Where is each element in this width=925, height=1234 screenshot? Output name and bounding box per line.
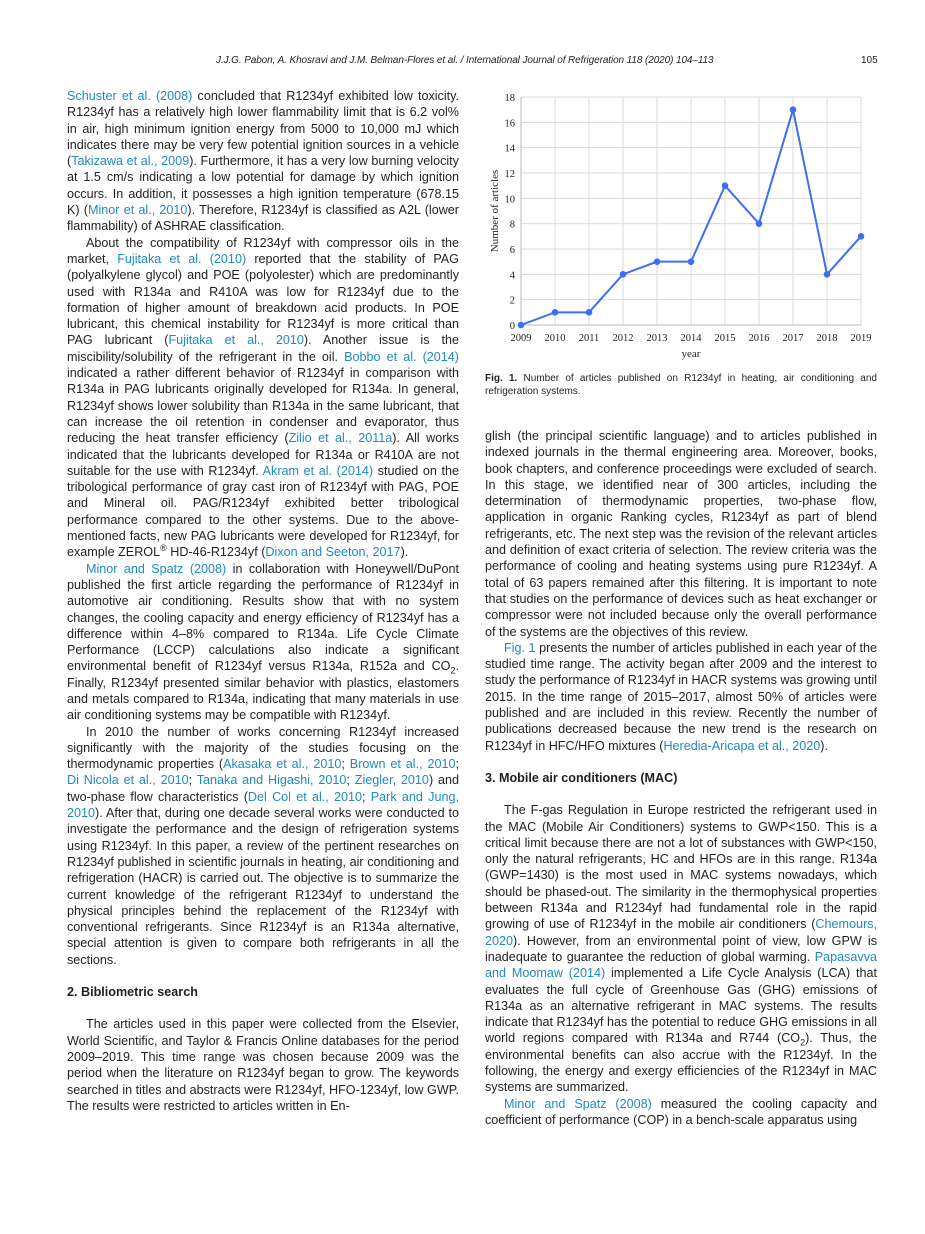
x-tick-label: 2009 bbox=[510, 333, 532, 344]
y-tick-label: 0 bbox=[509, 321, 515, 332]
citation-link[interactable]: Fig. 1 bbox=[504, 640, 536, 655]
data-point bbox=[722, 182, 729, 189]
y-tick-label: 12 bbox=[504, 169, 515, 180]
citation-link[interactable]: Di Nicola et al., 2010 bbox=[67, 773, 189, 788]
text-run: in collaboration with Honeywell/DuPont published the first article regarding the performance of R1234yf in automotive air conditioning. Results show that with no system changes, the cooling capacity and energy efficiency of R1234yf has a difference within 4–8% compared to R134a. Life Cycle Climate Performance (LCCP) calculations also indicate a significant environmental benefit of R1234yf versus R134a, R152a and CO bbox=[67, 561, 460, 674]
superscript: ® bbox=[160, 543, 167, 554]
figure-caption bbox=[485, 372, 877, 398]
data-point bbox=[620, 271, 627, 278]
text-run: presents the number of articles published in each year of the studied time range. The activity began after 2009 and the interest to study the performance of R1234yf in HACR systems was growing until 2015. In the time range of 2015–2017, almost 50% of articles were published and are included in this review. Recently the number of publications decreased because the new trend is the research on R1234yf in HFC/HFO mixtures ( bbox=[485, 640, 877, 753]
x-tick-label: 2010 bbox=[544, 333, 566, 344]
figure-1-chart bbox=[480, 85, 880, 405]
text-run: The F-gas Regulation in Europe restricted the refrigerant used in the MAC (Mobile Air Conditioners) systems to GWP<150. This is a critical limit because there are not a lot of substances with GWP<150, only the natural refrigerants, HC and HFOs are in this range. R134a (GWP=1430) is the most used in MAC systems nowadays, which should be phased-out. The similarity in the thermophysical properties between R134a and R1234yf had fundamental role in the rapid growing of use of R1234yf in the mobile air conditioners ( bbox=[485, 803, 877, 932]
citation-link[interactable]: Dixon and Seeton, 2017 bbox=[265, 545, 401, 560]
data-point bbox=[552, 309, 559, 316]
text-run: ). All works indicated that the lubricants developed for R134a or R410A are not suitable for the use with R1234yf. bbox=[67, 431, 459, 478]
data-point bbox=[586, 309, 593, 316]
citation-link[interactable]: Tanaka and Higashi, 2010 bbox=[196, 773, 347, 788]
text-run: HD-46-R1234yf ( bbox=[166, 545, 266, 560]
text-run: measured the cooling capacity and coefficient of performance (COP) in a bench-scale apparatus using bbox=[485, 1096, 878, 1127]
paragraph bbox=[485, 428, 877, 640]
text-run: reported that the stability of PAG (polyalkylene glycol) and POE (polyolester) which are predominantly used with R134a and R410A was low for R1234yf due to the formation of higher amount of breakdown acid products. In POE lubricant, this chemical instability for R1234yf is more critical than PAG lubricant ( bbox=[67, 251, 459, 348]
right-column bbox=[485, 428, 877, 1128]
y-tick-label: 2 bbox=[509, 295, 515, 307]
section-heading: 2. Bibliometric search bbox=[67, 985, 198, 1000]
text-run: ; bbox=[362, 789, 371, 804]
text-run: glish (the principal scientific language) and to articles published in indexed journals in the thermal engineering area. Moreover, books, book chapters, and conference proceedings were excluded of search. In this stage, we identified near of 300 articles, including the determination of thermodynamic properties, two-phase flow, application in organic Ranking cycles, R1234yf as part of blend refrigerants, etc. The next step was the revision of the relevant articles and definition of exact criteria of selection. The review criteria was the performance of cooling and heating systems using pure R1234yf. A total of 63 papers remained after this filtering. It is important to note that studies on the performance of devices such as heat exchanger or compressor were not included because only the overall performance of the systems are the objectives of this review. bbox=[485, 429, 877, 639]
text-run: About the compatibility of R1234yf with compressor oils in the market, bbox=[67, 235, 459, 266]
citation-link[interactable]: Papasavva and Moomaw (2014) bbox=[485, 949, 877, 981]
running-title: J.J.G. Pabon, A. Khosravi and J.M. Belman-Flores et al. / International Journal of Refrigeration 118 (2020) 104–113 bbox=[216, 55, 714, 66]
figure-caption-text: Number of articles published on R1234yf in heating, air conditioning and refrigeration systems. bbox=[485, 373, 877, 397]
text-run: studied on the tribological performance of gray cast iron of R1234yf with PAG, POE and Mineral oil. PAG/R1234yf exhibited better tribological performance compared to the other systems. Due to the above-mentioned facts, new PAG lubricants were developed for R1234yf, for example ZEROL bbox=[67, 463, 459, 560]
text-run: ). bbox=[820, 738, 828, 753]
line-chart bbox=[480, 85, 880, 405]
text-run: ; bbox=[346, 773, 355, 788]
text-run: ). Furthermore, it has a very low burning velocity at 1.5 cm/s indicating a low potential for damage by which ignition occurs. In addition, it possesses a high ignition temperature (678.15 K) ( bbox=[67, 154, 459, 218]
text-run: ). However, from an environmental point of view, low GPW is inadequate to guarantee the reduction of global warming. bbox=[485, 933, 877, 964]
y-tick-label: 18 bbox=[504, 93, 515, 104]
citation-link[interactable]: Schuster et al. (2008) bbox=[67, 89, 193, 103]
text-run: ; bbox=[188, 773, 197, 788]
citation-link[interactable]: Fujitaka et al., 2010 bbox=[168, 333, 304, 348]
paragraph bbox=[67, 235, 459, 561]
paragraph bbox=[67, 724, 459, 968]
data-point bbox=[688, 258, 695, 265]
data-point bbox=[518, 322, 525, 329]
page-number: 105 bbox=[861, 55, 878, 66]
citation-link[interactable]: Fujitaka et al. (2010) bbox=[117, 251, 247, 266]
citation-link[interactable]: Zilio et al., 2011a bbox=[288, 431, 393, 446]
x-tick-label: 2014 bbox=[680, 333, 702, 344]
x-tick-label: 2013 bbox=[646, 333, 668, 344]
data-point bbox=[654, 258, 661, 265]
x-tick-label: 2018 bbox=[816, 333, 838, 344]
left-column bbox=[67, 88, 459, 1114]
citation-link[interactable]: Brown et al., 2010 bbox=[349, 757, 456, 772]
citation-link[interactable]: Park and Jung, 2010 bbox=[67, 789, 459, 821]
citation-link[interactable]: Chemours, 2020 bbox=[485, 917, 877, 948]
running-header bbox=[0, 55, 925, 71]
subscript: 2 bbox=[450, 665, 456, 676]
y-tick-label: 10 bbox=[504, 194, 515, 206]
text-run: . Finally, R1234yf presented similar behavior with plastics, elastomers and metals compared to R134a, indicating that many materials in use air conditioning systems may be compatible with R1234yf. bbox=[67, 659, 459, 723]
x-axis-label: year bbox=[681, 348, 701, 360]
x-tick-label: 2015 bbox=[714, 333, 736, 344]
text-run: ). Another issue is the miscibility/solubility of the refrigerant in the oil. bbox=[67, 333, 459, 364]
paragraph bbox=[485, 640, 877, 754]
text-run: indicated a rather different behavior of R1234yf in comparison with R134a in PAG lubricants originally developed for R134a. In general, R1234yf shows lower solubility than R134a in the same lubricant, that can increase the oil retention in condenser and evaporator, thus reducing the heat transfer efficiency ( bbox=[67, 366, 459, 446]
text-run: concluded that R1234yf exhibited low toxicity. R1234yf has a relatively high lower flammability limit that is 6.2 vol% in air, high minimum ignition energy from 5000 to 10,000 mJ which indicates there may be very few potential ignition sources in a vehicle ( bbox=[67, 89, 459, 169]
data-point bbox=[790, 106, 797, 113]
data-point bbox=[824, 271, 831, 278]
paragraph bbox=[485, 802, 877, 1095]
citation-link[interactable]: Takizawa et al., 2009 bbox=[71, 154, 190, 169]
paragraph bbox=[67, 561, 459, 724]
citation-link[interactable]: Akram et al. (2014) bbox=[262, 463, 374, 478]
y-axis-label: Number of articles bbox=[489, 169, 501, 253]
citation-link[interactable]: Akasaka et al., 2010 bbox=[223, 757, 342, 772]
citation-link[interactable]: Minor and Spatz (2008) bbox=[504, 1096, 652, 1111]
paragraph bbox=[485, 1096, 877, 1129]
x-tick-label: 2017 bbox=[782, 333, 804, 344]
data-point bbox=[756, 220, 763, 227]
y-tick-label: 8 bbox=[509, 219, 515, 231]
citation-link[interactable]: Del Col et al., 2010 bbox=[247, 789, 363, 804]
text-run: ; bbox=[455, 757, 459, 772]
data-point bbox=[858, 233, 865, 240]
y-tick-label: 4 bbox=[509, 270, 515, 282]
section-heading: 3. Mobile air conditioners (MAC) bbox=[485, 770, 678, 785]
y-tick-label: 6 bbox=[509, 245, 515, 256]
x-tick-label: 2011 bbox=[578, 333, 600, 344]
figure-label: Fig. 1. bbox=[485, 373, 518, 384]
text-run: ) and two-phase flow characteristics ( bbox=[67, 773, 459, 804]
citation-link[interactable]: Minor and Spatz (2008) bbox=[86, 561, 227, 576]
citation-link[interactable]: Ziegler, 2010 bbox=[354, 773, 429, 788]
x-tick-label: 2016 bbox=[748, 333, 770, 344]
text-run: In 2010 the number of works concerning R1234yf increased significantly with the majority of the studies focusing on the thermodynamic properties ( bbox=[67, 724, 459, 772]
subscript: 2 bbox=[800, 1037, 806, 1048]
citation-link[interactable]: Bobbo et al. (2014) bbox=[344, 349, 459, 364]
text-run: The articles used in this paper were collected from the Elsevier, World Scientific, and Taylor & Francis Online databases for the period 2009–2019. This time range was chosen because 2009 was the period when the literature on R1234yf began to grow. The keywords searched in titles and abstracts were R1234yf, HFO-1234yf, low GWP. The results were restricted to articles written in En- bbox=[67, 1017, 459, 1113]
paragraph bbox=[67, 1016, 459, 1114]
x-tick-label: 2012 bbox=[612, 333, 634, 344]
x-tick-label: 2019 bbox=[850, 333, 872, 344]
text-run: ). Thus, the environmental benefits can also accrue with the R1234yf. In the following, the energy and exergy efficiencies of the R1234yf in MAC systems are summarized. bbox=[485, 1031, 877, 1095]
citation-link[interactable]: Heredia-Aricapa et al., 2020 bbox=[663, 738, 821, 753]
y-tick-label: 14 bbox=[504, 143, 515, 155]
text-run: ; bbox=[341, 757, 350, 772]
text-run: ). Therefore, R1234yf is classified as A2L (lower flammability) of ASHRAE classification. bbox=[67, 203, 459, 234]
paragraph bbox=[67, 88, 459, 235]
citation-link[interactable]: Minor et al., 2010 bbox=[88, 203, 188, 218]
y-tick-label: 16 bbox=[504, 118, 515, 130]
text-run: ). bbox=[400, 545, 409, 560]
text-run: implemented a Life Cycle Analysis (LCA) that evaluates the full cycle of Greenhouse Gas (GHG) emissions of R134a as an alternative refrigerant in MAC systems. The results indicate that R1234yf has the potential to reduce GHG emissions in all world regions compared with R134a and R744 (CO bbox=[485, 966, 877, 1046]
text-run: ). After that, during one decade several works were conducted to investigate the performance and the design of refrigeration systems using R1234yf. In this paper, a review of the pertinent researches on R1234yf published in scientific journals in heating, air conditioning and refrigeration (HACR) is carried out. The objective is to summarize the current knowledge of the refrigerant R1234yf to understand the physical principles behind the replacement of the R1234yf with conventional refrigerants. Since R1234yf is an R134a alternative, special attention is given to compare both refrigerants in all the sections. bbox=[67, 806, 459, 967]
